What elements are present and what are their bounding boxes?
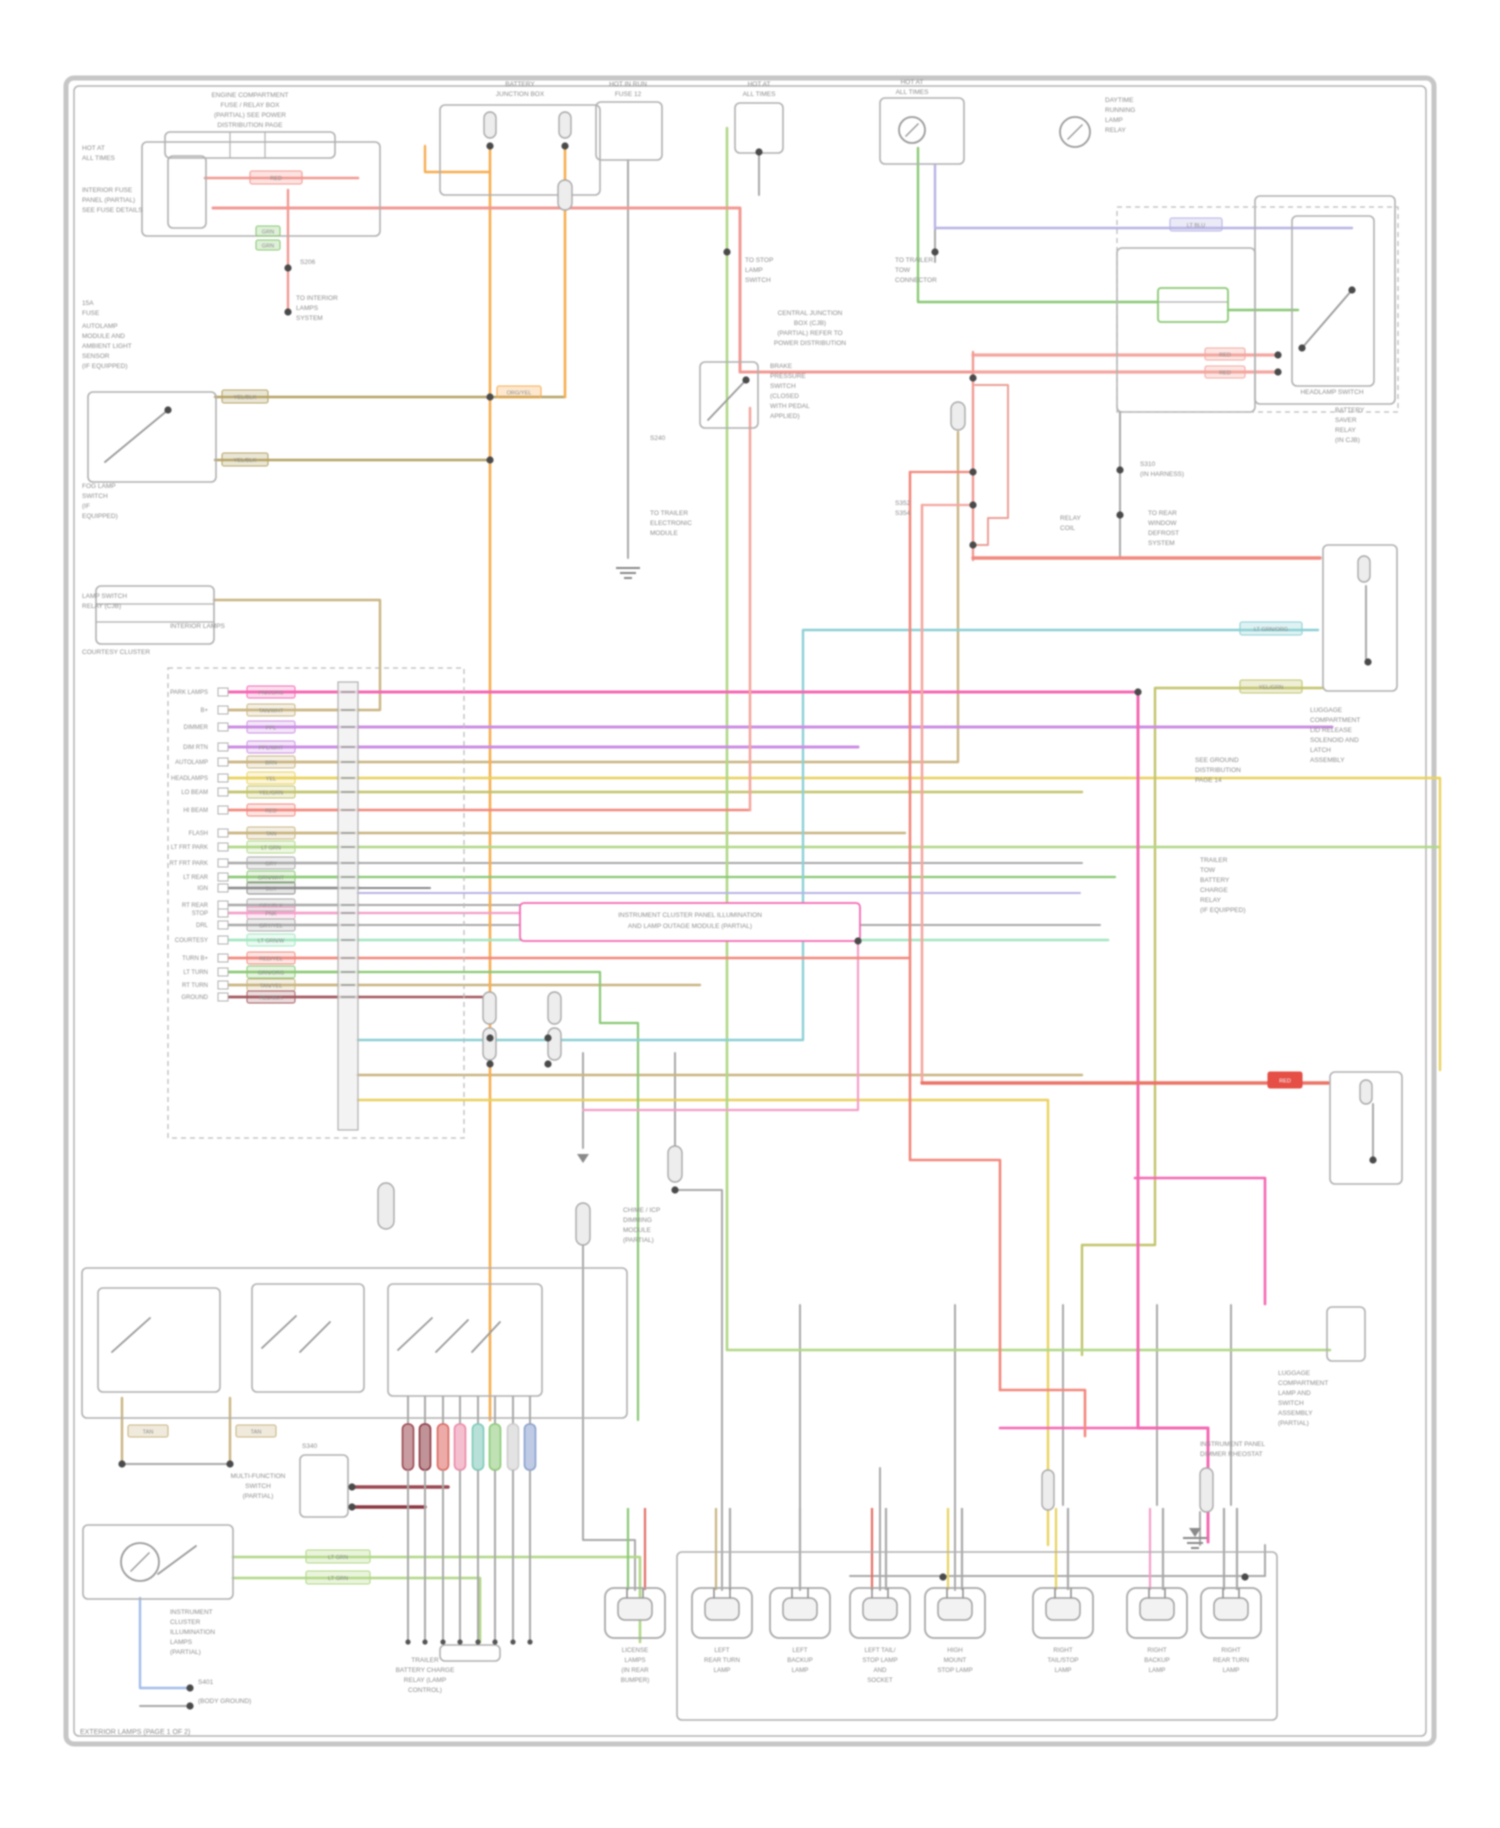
inline-connector xyxy=(483,992,496,1024)
junction-dot xyxy=(486,393,493,400)
diagram-label: SWITCH xyxy=(1278,1400,1304,1407)
svg-text:B+: B+ xyxy=(200,708,208,714)
diagram-label: ASSEMBLY xyxy=(1310,757,1345,764)
svg-text:YEL: YEL xyxy=(265,776,277,783)
diagram-label: BATTERY xyxy=(1335,407,1365,414)
inline-connector xyxy=(1200,1468,1213,1512)
junction-dot xyxy=(1364,658,1371,665)
diagram-label: S310 xyxy=(1140,461,1156,468)
inline-connector xyxy=(576,1203,590,1245)
svg-text:GRY: GRY xyxy=(265,861,277,868)
diagram-label: S354 xyxy=(895,510,911,517)
diagram-label: DISTRIBUTION xyxy=(1195,767,1241,774)
junction-dot xyxy=(284,308,291,315)
diagram-label: RELAY xyxy=(1060,515,1081,522)
wire-connector-pill xyxy=(420,1424,431,1470)
svg-text:GRN: GRN xyxy=(261,243,275,250)
diagram-label: SWITCH xyxy=(82,493,108,500)
svg-text:LAMPS: LAMPS xyxy=(624,1657,646,1664)
svg-text:DRL: DRL xyxy=(195,923,208,929)
svg-text:TAN/WHT: TAN/WHT xyxy=(258,708,284,715)
diagram-label: CENTRAL JUNCTION xyxy=(777,310,843,317)
wire-connector-pill xyxy=(403,1424,414,1470)
diagram-label: SWITCH xyxy=(245,1483,271,1490)
junction-dot xyxy=(1116,511,1123,518)
diagram-label: TOW xyxy=(1200,867,1216,874)
diagram-label: RELAY xyxy=(1200,897,1221,904)
diagram-label: BRAKE xyxy=(770,363,793,370)
svg-text:LT GRN/ORG: LT GRN/ORG xyxy=(1253,626,1289,633)
diagram-label: PAGE 14 xyxy=(1195,777,1222,784)
junction-dot xyxy=(1369,1156,1376,1163)
svg-text:GRN/ORG: GRN/ORG xyxy=(257,970,285,977)
diagram-label: (PARTIAL) xyxy=(242,1493,274,1500)
diagram-label: HOT AT xyxy=(82,145,105,152)
junction-dot xyxy=(348,1503,355,1510)
diagram-label: ENGINE COMPARTMENT xyxy=(211,92,289,99)
junction-dot xyxy=(671,1186,678,1193)
diagram-label: BOX (CJB) xyxy=(793,320,827,327)
svg-text:GRY/BLK: GRY/BLK xyxy=(259,903,283,910)
svg-text:RT TURN: RT TURN xyxy=(181,983,208,989)
diagram-label: HOT AT xyxy=(747,81,771,88)
wire-connector-pill xyxy=(490,1424,501,1470)
svg-text:FLASH: FLASH xyxy=(188,831,208,837)
diagram-label: SYSTEM xyxy=(1148,540,1175,547)
svg-text:LT GRN: LT GRN xyxy=(261,845,281,852)
svg-text:YEL/BLK: YEL/BLK xyxy=(233,457,257,464)
diagram-label: SEE GROUND xyxy=(1195,757,1239,764)
diagram-label: (PARTIAL) xyxy=(623,1237,654,1244)
diagram-label: INSTRUMENT PANEL xyxy=(1200,1441,1266,1448)
svg-text:LAMP: LAMP xyxy=(1222,1667,1240,1674)
diagram-label: S401 xyxy=(198,1679,214,1686)
footer-title: EXTERIOR LAMPS (PAGE 1 OF 2) xyxy=(80,1729,191,1736)
diagram-label: SEE FUSE DETAILS xyxy=(82,207,143,214)
svg-text:AUTOLAMP: AUTOLAMP xyxy=(175,760,208,766)
diagram-label: (IN HARNESS) xyxy=(1140,471,1185,478)
svg-text:TAIL/STOP: TAIL/STOP xyxy=(1047,1657,1079,1664)
diagram-label: INSTRUMENT xyxy=(170,1609,213,1616)
diagram-label: JUNCTION BOX xyxy=(495,91,545,98)
svg-text:PNK: PNK xyxy=(265,911,277,918)
svg-text:RED: RED xyxy=(1219,352,1231,359)
diagram-label: SYSTEM xyxy=(296,315,323,322)
svg-text:RT FRT PARK: RT FRT PARK xyxy=(169,861,208,867)
diagram-label: (IF EQUIPPED) xyxy=(1200,907,1246,914)
diagram-label: MODULE AND xyxy=(82,333,125,340)
junction-dot xyxy=(284,264,291,271)
junction-dot xyxy=(969,468,976,475)
diagram-label: TRAILER xyxy=(411,1657,439,1664)
diagram-label: FUSE xyxy=(82,310,100,317)
svg-text:AND LAMP OUTAGE MODULE (PARTIA: AND LAMP OUTAGE MODULE (PARTIAL) xyxy=(627,923,753,930)
diagram-label: DISTRIBUTION PAGE xyxy=(217,122,283,129)
svg-text:HEADLAMPS: HEADLAMPS xyxy=(170,776,208,782)
diagram-label: DIMMING xyxy=(623,1217,652,1224)
svg-text:PPL: PPL xyxy=(265,725,277,732)
svg-text:HI BEAM: HI BEAM xyxy=(183,808,208,814)
diagram-label: S240 xyxy=(650,435,666,442)
diagram-label: LAMP AND xyxy=(1278,1390,1311,1397)
svg-text:ORG/YEL: ORG/YEL xyxy=(506,390,532,397)
svg-text:LICENSE: LICENSE xyxy=(621,1647,649,1654)
svg-text:LO BEAM: LO BEAM xyxy=(181,790,208,796)
svg-text:LAMP: LAMP xyxy=(791,1667,809,1674)
svg-text:RED: RED xyxy=(1219,370,1231,377)
svg-text:BRN: BRN xyxy=(265,760,277,767)
diagram-label: (IF xyxy=(82,503,90,510)
svg-text:TAN/YEL: TAN/YEL xyxy=(259,983,283,990)
junction-dot xyxy=(226,1460,233,1467)
diagram-label: HOT AT xyxy=(900,79,924,86)
svg-text:LAMP: LAMP xyxy=(1148,1667,1166,1674)
junction-dot xyxy=(561,142,568,149)
svg-text:STOP LAMP: STOP LAMP xyxy=(937,1667,973,1674)
svg-text:REAR TURN: REAR TURN xyxy=(704,1657,740,1664)
diagram-label: TO TRAILER xyxy=(650,510,689,517)
diagram-label: LID RELEASE xyxy=(1310,727,1352,734)
diagram-label: RELAY (CJB) xyxy=(82,603,122,610)
svg-text:YEL/BLK: YEL/BLK xyxy=(233,394,257,401)
wire-connector-pill xyxy=(473,1424,484,1470)
junction-dot xyxy=(1241,1573,1248,1580)
diagram-label: FOG LAMP xyxy=(82,483,116,490)
diagram-label: SWITCH xyxy=(745,277,771,284)
diagram-label: (BODY GROUND) xyxy=(198,1698,252,1705)
svg-text:LT GRN/W: LT GRN/W xyxy=(257,938,285,945)
junction-dot xyxy=(348,1483,355,1490)
svg-text:TAN: TAN xyxy=(250,1429,262,1436)
diagram-label: POWER DISTRIBUTION xyxy=(773,340,847,347)
junction-dot xyxy=(969,541,976,548)
svg-text:BACKUP: BACKUP xyxy=(1144,1657,1170,1664)
diagram-label: LUGGAGE xyxy=(1310,707,1343,714)
diagram-label: TRAILER xyxy=(1200,857,1228,864)
junction-dot xyxy=(723,248,730,255)
diagram-label: FUSE 12 xyxy=(614,91,642,98)
diagram-label: (CLOSED xyxy=(770,393,799,400)
junction-dot xyxy=(486,1060,493,1067)
diagram-label: PRESSURE xyxy=(770,373,806,380)
junction-dot xyxy=(1134,688,1141,695)
diagram-label: LUGGAGE xyxy=(1278,1370,1311,1377)
svg-text:LAMP: LAMP xyxy=(1054,1667,1072,1674)
svg-text:PPL/WHT: PPL/WHT xyxy=(258,745,284,752)
svg-text:LEFT: LEFT xyxy=(714,1647,730,1654)
diagram-label: TOW xyxy=(895,267,911,274)
svg-text:GRN: GRN xyxy=(261,229,275,236)
diagram-label: BATTERY CHARGE xyxy=(395,1667,455,1674)
inline-connector xyxy=(558,180,572,210)
svg-text:LT REAR: LT REAR xyxy=(183,875,208,881)
diagram-label: TO TRAILER xyxy=(895,257,934,264)
svg-text:RED/YEL: RED/YEL xyxy=(259,956,283,963)
svg-text:RED/BLK: RED/BLK xyxy=(259,995,283,1002)
diagram-label: DIMMER RHEOSTAT xyxy=(1200,1451,1263,1458)
svg-text:GRN/WHT: GRN/WHT xyxy=(257,875,285,882)
inline-connector xyxy=(559,112,571,138)
inline-connector xyxy=(951,402,965,430)
diagram-label: EQUIPPED) xyxy=(82,513,118,520)
diagram-label: S352 xyxy=(895,500,911,507)
diagram-label: RELAY xyxy=(1335,427,1356,434)
inline-connector xyxy=(668,1146,682,1182)
diagram-label: CONNECTOR xyxy=(895,277,937,284)
diagram-label: SWITCH xyxy=(770,383,796,390)
junction-dot xyxy=(1348,286,1355,293)
diagram-label: CLUSTER xyxy=(170,1619,201,1626)
diagram-label: CONTROL) xyxy=(408,1687,442,1694)
diagram-label: TO INTERIOR xyxy=(296,295,338,302)
svg-text:COURTESY: COURTESY xyxy=(174,938,208,944)
svg-text:PARK LAMPS: PARK LAMPS xyxy=(170,690,208,696)
diagram-label: LAMP xyxy=(745,267,763,274)
svg-text:LEFT TAIL/: LEFT TAIL/ xyxy=(864,1647,896,1654)
junction-dot xyxy=(486,456,493,463)
svg-text:LT BLU: LT BLU xyxy=(1186,222,1206,229)
svg-text:LT GRN: LT GRN xyxy=(328,1554,348,1561)
diagram-label: BATTERY xyxy=(505,81,535,88)
svg-text:IGN: IGN xyxy=(197,886,208,892)
diagram-label: MULTI-FUNCTION xyxy=(230,1473,286,1480)
inline-connector xyxy=(378,1183,394,1229)
diagram-label: BATTERY xyxy=(1200,877,1230,884)
svg-text:STOP LAMP: STOP LAMP xyxy=(862,1657,898,1664)
diagram-label: ALL TIMES xyxy=(82,155,115,162)
diagram-label: 15A xyxy=(82,300,94,307)
wire-connector-pill xyxy=(438,1424,449,1470)
diagram-label: (IN CJB) xyxy=(1335,437,1360,444)
svg-text:(IN REAR: (IN REAR xyxy=(621,1667,649,1674)
svg-text:LAMP: LAMP xyxy=(713,1667,731,1674)
diagram-label: CHARGE xyxy=(1200,887,1228,894)
junction-dot xyxy=(544,1060,551,1067)
diagram-label: ALL TIMES xyxy=(742,91,776,98)
diagram-label: PANEL (PARTIAL) xyxy=(82,197,136,204)
junction-dot xyxy=(164,406,171,413)
diagram-label: COMPARTMENT xyxy=(1310,717,1361,724)
svg-text:LEFT: LEFT xyxy=(792,1647,808,1654)
diagram-label: DEFROST xyxy=(1148,530,1180,537)
diagram-label: MODULE xyxy=(623,1227,651,1234)
svg-text:REAR TURN: REAR TURN xyxy=(1213,1657,1249,1664)
junction-dot xyxy=(186,1684,193,1691)
svg-text:INSTRUMENT CLUSTER PANEL ILLUM: INSTRUMENT CLUSTER PANEL ILLUMINATION xyxy=(618,912,762,919)
inline-connector xyxy=(1360,1080,1372,1104)
svg-text:TURN B+: TURN B+ xyxy=(182,956,208,962)
junction-dot xyxy=(969,501,976,508)
junction-dot xyxy=(939,1573,946,1580)
diagram-label: TO STOP xyxy=(745,257,774,264)
junction-dot xyxy=(742,376,749,383)
junction-dot xyxy=(118,1460,125,1467)
inline-connector xyxy=(548,992,561,1024)
diagram-label: ILLUMINATION xyxy=(170,1629,216,1636)
diagram-label: DAYTIME xyxy=(1105,97,1134,104)
diagram-label: LAMP SWITCH xyxy=(82,593,128,600)
diagram-label: ALL TIMES xyxy=(895,89,929,96)
diagram-label: LAMPS xyxy=(296,305,319,312)
diagram-label: AMBIENT LIGHT xyxy=(82,343,132,350)
svg-text:RED: RED xyxy=(270,175,282,182)
diagram-label: INTERIOR LAMPS xyxy=(170,623,225,630)
svg-text:RIGHT: RIGHT xyxy=(1147,1647,1167,1654)
svg-text:AND: AND xyxy=(873,1667,887,1674)
diagram-label: (PARTIAL) REFER TO xyxy=(777,330,843,337)
inline-connector xyxy=(484,112,496,138)
junction-dot xyxy=(1274,368,1281,375)
svg-text:YEL/GRN: YEL/GRN xyxy=(258,790,284,797)
wire-connector-pill xyxy=(525,1424,536,1470)
diagram-label: LATCH xyxy=(1310,747,1331,754)
svg-text:TAN: TAN xyxy=(265,831,277,838)
junction-dot xyxy=(854,937,861,944)
svg-text:MOUNT: MOUNT xyxy=(943,1657,967,1664)
junction-dot xyxy=(544,1034,551,1041)
svg-text:GRY/YEL: GRY/YEL xyxy=(259,923,283,930)
diagram-label: SENSOR xyxy=(82,353,110,360)
diagram-label: S340 xyxy=(302,1443,318,1450)
inline-connector xyxy=(483,1028,496,1060)
diagram-label: RUNNING xyxy=(1105,107,1136,114)
illumination-module-box xyxy=(520,903,860,941)
diagram-label: SAVER xyxy=(1335,417,1357,424)
diagram-label: RELAY (LAMP xyxy=(403,1677,447,1684)
diagram-label: LAMPS xyxy=(170,1639,193,1646)
svg-text:TAN: TAN xyxy=(142,1429,154,1436)
diagram-label: ELECTRONIC xyxy=(650,520,692,527)
diagram-label: APPLIED) xyxy=(770,413,800,420)
diagram-label: (PARTIAL) xyxy=(1278,1420,1309,1427)
diagram-label: LAMP xyxy=(1105,117,1123,124)
svg-text:DIM RTN: DIM RTN xyxy=(183,745,208,751)
svg-text:BACKUP: BACKUP xyxy=(787,1657,813,1664)
diagram-label: HOT IN RUN xyxy=(609,81,647,88)
svg-text:LT TURN: LT TURN xyxy=(183,970,208,976)
diagram-label: TO REAR xyxy=(1148,510,1177,517)
junction-dot xyxy=(1298,344,1305,351)
inline-connector xyxy=(1358,556,1370,582)
junction-dot xyxy=(486,1034,493,1041)
svg-text:LT FRT PARK: LT FRT PARK xyxy=(170,845,208,851)
diagram-label: RELAY xyxy=(1105,127,1126,134)
diagram-label: S206 xyxy=(300,259,316,266)
junction-dot xyxy=(1116,466,1123,473)
svg-text:STOP: STOP xyxy=(191,911,208,917)
diagram-label: WINDOW xyxy=(1148,520,1177,527)
bus-connector xyxy=(338,682,358,1130)
junction-dot xyxy=(755,148,762,155)
diagram-label: SOLENOID AND xyxy=(1310,737,1359,744)
svg-text:YEL/GRN: YEL/GRN xyxy=(1258,684,1284,691)
svg-text:RIGHT: RIGHT xyxy=(1053,1647,1073,1654)
diagram-label: CHIME / ICP xyxy=(623,1207,661,1214)
wire-connector-pill xyxy=(508,1424,519,1470)
diagram-label: (IF EQUIPPED) xyxy=(82,363,128,370)
junction-dot xyxy=(1274,351,1281,358)
diagram-label: AUTOLAMP xyxy=(82,323,118,330)
svg-text:RT REAR: RT REAR xyxy=(181,903,208,909)
svg-text:BLK: BLK xyxy=(265,886,277,893)
svg-text:RED: RED xyxy=(1279,1078,1291,1085)
diagram-label: COURTESY CLUSTER xyxy=(82,649,151,656)
diagram-label: ASSEMBLY xyxy=(1278,1410,1313,1417)
svg-text:HIGH: HIGH xyxy=(947,1647,963,1654)
diagram-label: MODULE xyxy=(650,530,678,537)
junction-dot xyxy=(931,248,938,255)
svg-text:BUMPER): BUMPER) xyxy=(620,1677,650,1684)
diagram-label: COMPARTMENT xyxy=(1278,1380,1329,1387)
diagram-label: WITH PEDAL xyxy=(770,403,810,410)
svg-text:RIGHT: RIGHT xyxy=(1221,1647,1241,1654)
svg-text:SOCKET: SOCKET xyxy=(867,1677,893,1684)
diagram-label: COIL xyxy=(1060,525,1076,532)
wire-connector-pill xyxy=(455,1424,466,1470)
junction-dot xyxy=(186,1702,193,1709)
junction-dot xyxy=(486,142,493,149)
svg-text:LT GRN: LT GRN xyxy=(328,1575,348,1582)
diagram-label: INTERIOR FUSE xyxy=(82,187,133,194)
diagram-label: (PARTIAL) xyxy=(170,1649,201,1656)
diagram-label: FUSE / RELAY BOX xyxy=(220,102,280,109)
svg-text:PNK/ORG: PNK/ORG xyxy=(258,690,284,697)
inline-connector xyxy=(548,1028,561,1060)
diagram-label: HEADLAMP SWITCH xyxy=(1300,389,1364,396)
svg-text:DIMMER: DIMMER xyxy=(183,725,208,731)
svg-text:RED: RED xyxy=(265,808,277,815)
diagram-label: (PARTIAL) SEE POWER xyxy=(214,112,286,119)
inline-connector xyxy=(1042,1470,1054,1510)
svg-text:GROUND: GROUND xyxy=(181,995,208,1001)
junction-dot xyxy=(969,374,976,381)
